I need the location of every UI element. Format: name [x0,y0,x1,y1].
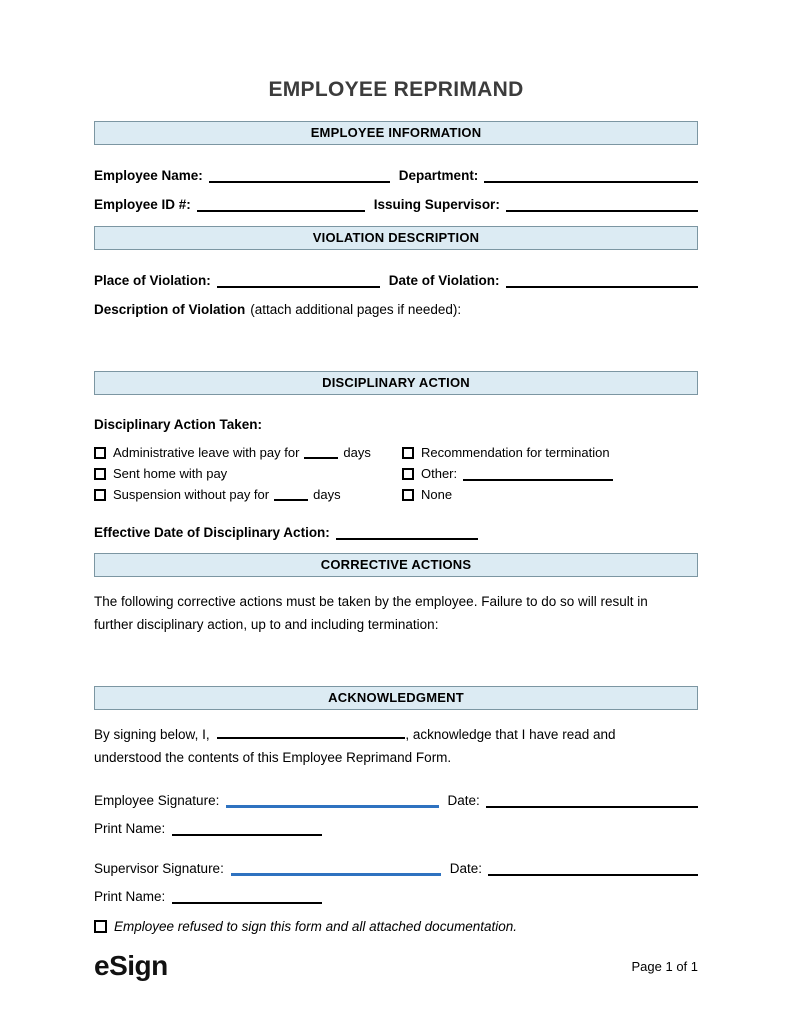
employee-date-label: Date: [447,793,480,808]
issuing-supervisor-label: Issuing Supervisor: [373,197,500,212]
acknowledgment-text-pre: By signing below, I, [94,727,210,742]
employee-name-label: Employee Name: [94,168,203,183]
checkbox-none[interactable] [402,489,414,501]
acknowledgment-text-post: , acknowledge that I have read and understood the contents of this Employee Reprimand Form. [94,727,616,765]
place-of-violation-field[interactable] [217,273,380,288]
employee-refused-label: Employee refused to sign this form and all attached documentation. [114,919,517,934]
department-label: Department: [398,168,479,183]
section-header-corrective-actions: CORRECTIVE ACTIONS [94,553,698,577]
employee-date-field[interactable] [486,793,698,808]
option-label: Suspension without pay for [113,487,270,502]
other-field[interactable] [463,466,613,481]
employee-id-field[interactable] [197,197,365,212]
description-of-violation-label: Description of Violation [94,302,246,317]
option-label: None [421,487,453,502]
checkbox-administrative-leave[interactable] [94,447,106,459]
employee-print-name-field[interactable] [172,821,322,836]
option-label: Recommendation for termination [421,445,610,460]
place-of-violation-label: Place of Violation: [94,273,211,288]
employee-name-field[interactable] [209,168,390,183]
effective-date-label: Effective Date of Disciplinary Action: [94,525,330,540]
department-field[interactable] [484,168,698,183]
option-label: Other: [421,466,458,481]
checkbox-sent-home-with-pay[interactable] [94,468,106,480]
employee-print-name-label: Print Name: [94,821,166,836]
checkbox-recommendation-termination[interactable] [402,447,414,459]
supervisor-signature-label: Supervisor Signature: [94,861,224,876]
option-label: Administrative leave with pay for [113,445,300,460]
employee-signature-label: Employee Signature: [94,793,220,808]
effective-date-field[interactable] [336,525,478,540]
date-of-violation-field[interactable] [506,273,698,288]
esign-logo: eSign [94,950,168,981]
checkbox-other[interactable] [402,468,414,480]
option-label-suffix: days [313,487,341,502]
supervisor-date-field[interactable] [488,861,698,876]
administrative-leave-days-field[interactable] [304,447,338,459]
suspension-days-field[interactable] [274,489,308,501]
employee-signature-field[interactable] [226,792,438,808]
option-label-suffix: days [343,445,371,460]
employee-id-label: Employee ID #: [94,197,191,212]
checkbox-suspension-without-pay[interactable] [94,489,106,501]
section-header-violation-description: VIOLATION DESCRIPTION [94,226,698,250]
section-header-acknowledgment: ACKNOWLEDGMENT [94,686,698,710]
supervisor-print-name-label: Print Name: [94,889,166,904]
date-of-violation-label: Date of Violation: [388,273,500,288]
supervisor-signature-field[interactable] [231,860,441,876]
option-label: Sent home with pay [113,466,228,481]
section-header-disciplinary-action: DISCIPLINARY ACTION [94,371,698,395]
corrective-actions-writing-area[interactable] [94,636,698,686]
section-header-employee-information: EMPLOYEE INFORMATION [94,121,698,145]
description-writing-area[interactable] [94,317,698,371]
issuing-supervisor-field[interactable] [506,197,698,212]
supervisor-date-label: Date: [449,861,483,876]
description-of-violation-note: (attach additional pages if needed): [250,302,462,317]
page-title: EMPLOYEE REPRIMAND [268,78,524,101]
acknowledgment-name-field[interactable] [217,724,405,739]
corrective-actions-paragraph: The following corrective actions must be taken by the employee. Failure to do so will result in further disciplinary action, up to and including termination: [94,594,648,632]
checkbox-employee-refused[interactable] [94,920,107,933]
acknowledgment-paragraph [94,723,686,769]
supervisor-print-name-field[interactable] [172,889,322,904]
page-indicator: Page 1 of 1 [631,958,698,974]
disciplinary-action-taken-label: Disciplinary Action Taken: [94,417,263,432]
disciplinary-options [94,445,698,502]
